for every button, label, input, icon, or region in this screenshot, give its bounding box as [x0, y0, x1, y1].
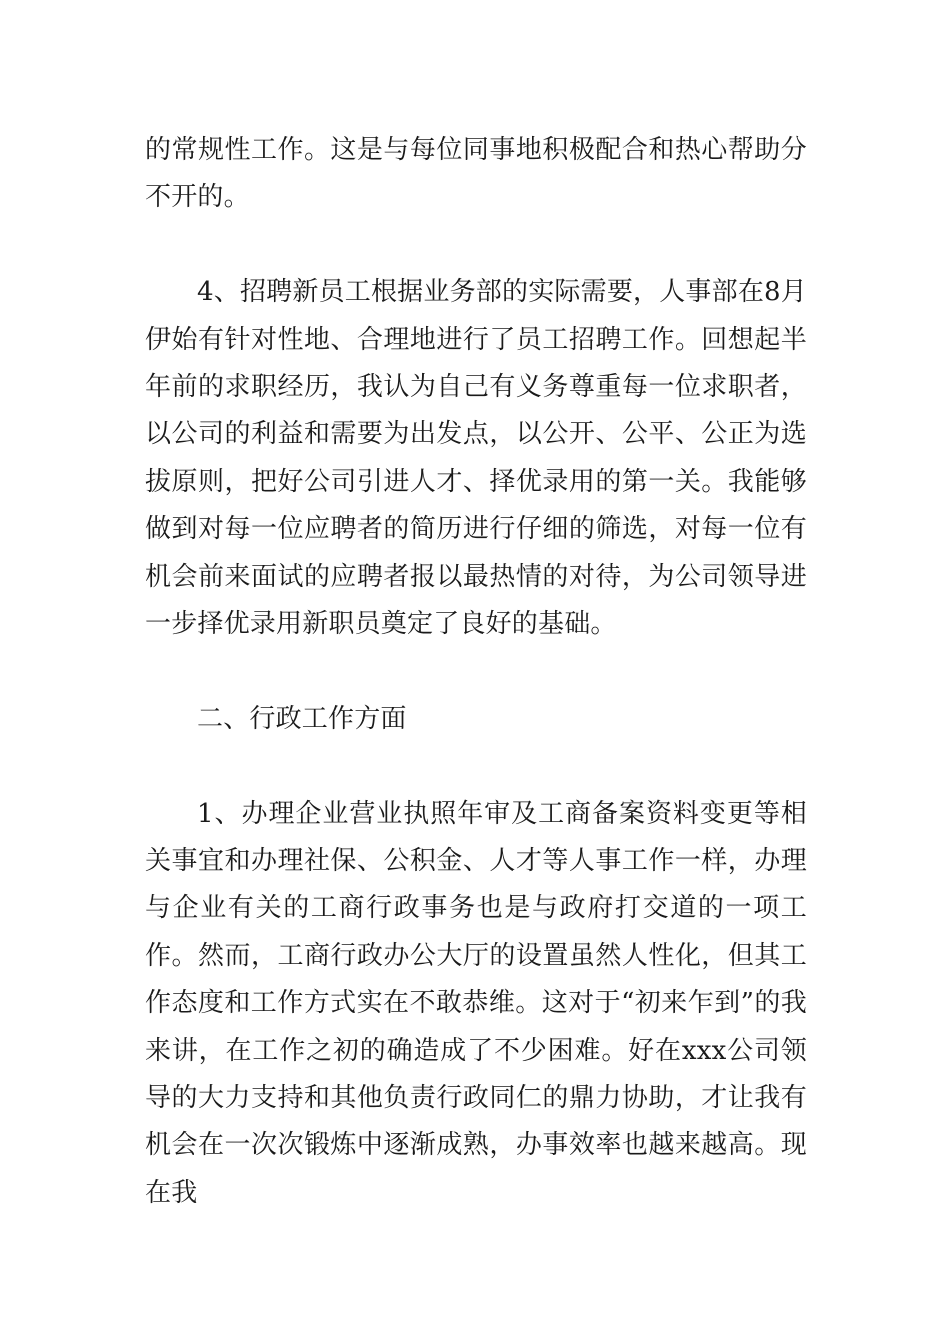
paragraph-business-license: 1、办理企业营业执照年审及工商备案资料变更等相关事宜和办理社保、公积金、人才等人事工作一样，办理与企业有关的工商行政事务也是与政府打交道的一项工作。然而，工商行政办公大厅的设置虽然人性化，但其工作态度和工作方式实在不敢恭维。这对于“初来乍到”的我来讲，在工作之初的确造成了不少困难。好在xxx公司领导的大力支持和其他负责行政同仁的鼎力协助，才让我有机会在一次次锻炼中逐渐成熟，办事效率也越来越高。现在我 — [145, 798, 807, 1208]
paragraph-continuation: 的常规性工作。这是与每位同事地积极配合和热心帮助分不开的。 — [145, 135, 807, 213]
document-body — [145, 127, 807, 1217]
paragraph-gap — [145, 648, 807, 695]
paragraph-recruitment: 4、招聘新员工根据业务部的实际需要，人事部在8月伊始有针对性地、合理地进行了员工招聘工作。回想起半年前的求职经历，我认为自己有义务尊重每一位求职者，以公司的利益和需要为出发点，以公开、公平、公正为选拔原则，把好公司引进人才、择优录用的第一关。我能够做到对每一位应聘者的简历进行仔细的筛选，对每一位有机会前来面试的应聘者报以最热情的对待，为公司领导进一步择优录用新职员奠定了良好的基础。 — [145, 277, 807, 640]
paragraph-gap — [145, 743, 807, 790]
section-heading-administration: 二、行政工作方面 — [197, 703, 407, 734]
paragraph-gap — [145, 222, 807, 269]
